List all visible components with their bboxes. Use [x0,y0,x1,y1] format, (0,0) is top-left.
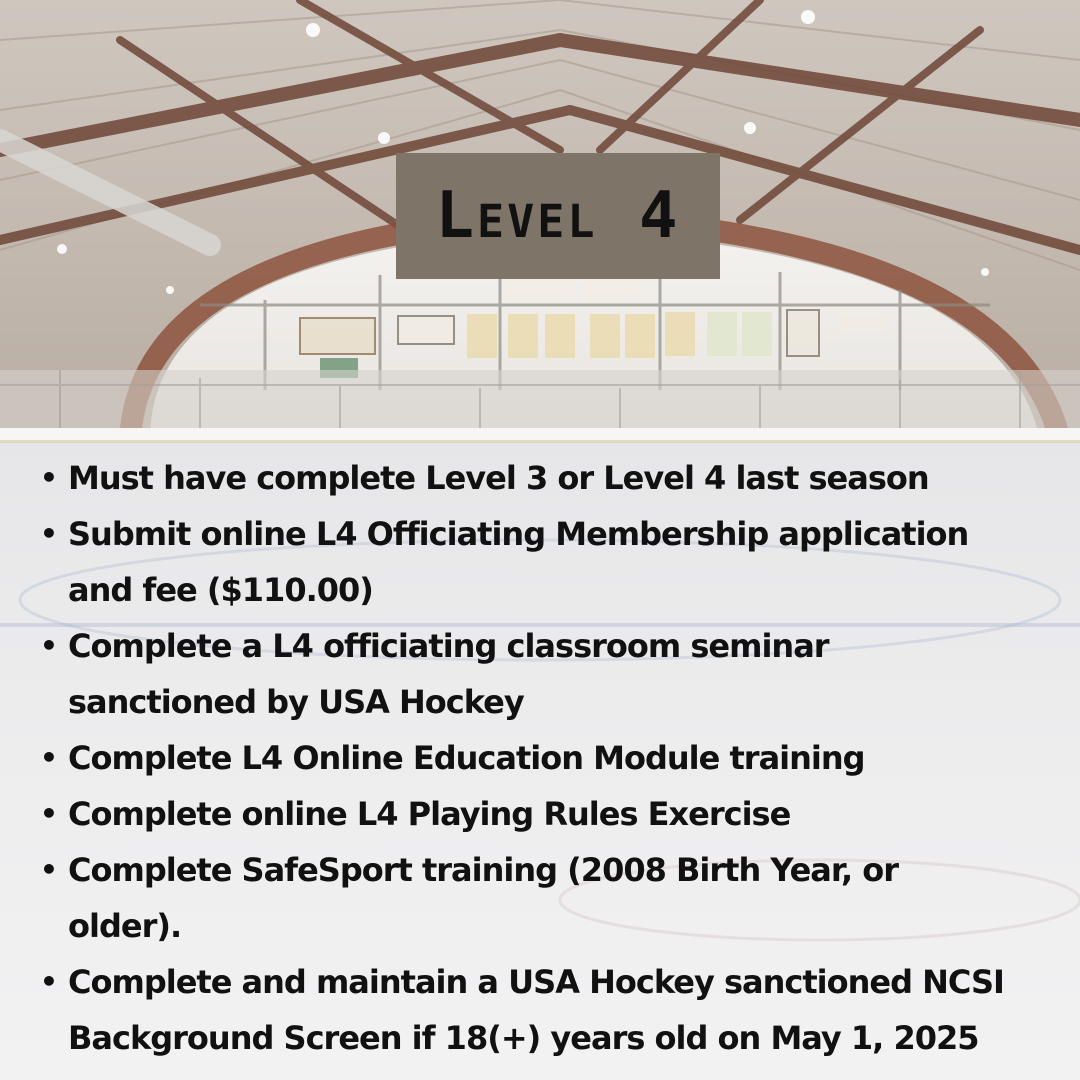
requirement-item [38,786,1068,842]
requirement-line: Background Screen if 18(+) years old on May 1, 2025 [68,1019,979,1057]
requirement-item [38,450,1068,506]
bullet-icon: • [40,797,57,830]
requirement-line: older). [68,907,182,945]
bullet-icon: • [40,965,57,998]
bullet-icon: • [40,741,57,774]
requirement-line: Complete and maintain a USA Hockey sanctioned NCSI [68,963,1004,1001]
bullet-icon: • [40,853,57,886]
requirement-line: Complete SafeSport training (2008 Birth Year, or [68,851,899,889]
title-plate [396,153,720,279]
requirement-item [38,618,1068,730]
requirement-line: Complete L4 Online Education Module training [68,739,865,777]
requirement-line: Complete online L4 Playing Rules Exercise [68,795,791,833]
bullet-icon: • [40,629,57,662]
page-title: Level 4 [435,179,681,253]
requirement-line: sanctioned by USA Hockey [68,683,524,721]
requirement-item [38,506,1068,618]
requirement-line: and fee ($110.00) [68,571,373,609]
bullet-icon: • [40,461,57,494]
requirement-item [38,954,1068,1066]
requirements-list [38,450,1068,1066]
requirement-line: Submit online L4 Officiating Membership application [68,515,969,553]
bullet-icon: • [40,517,57,550]
requirement-line: Complete a L4 officiating classroom seminar [68,627,829,665]
requirement-line: Must have complete Level 3 or Level 4 last season [68,459,929,497]
requirement-item [38,730,1068,786]
requirement-item [38,842,1068,954]
